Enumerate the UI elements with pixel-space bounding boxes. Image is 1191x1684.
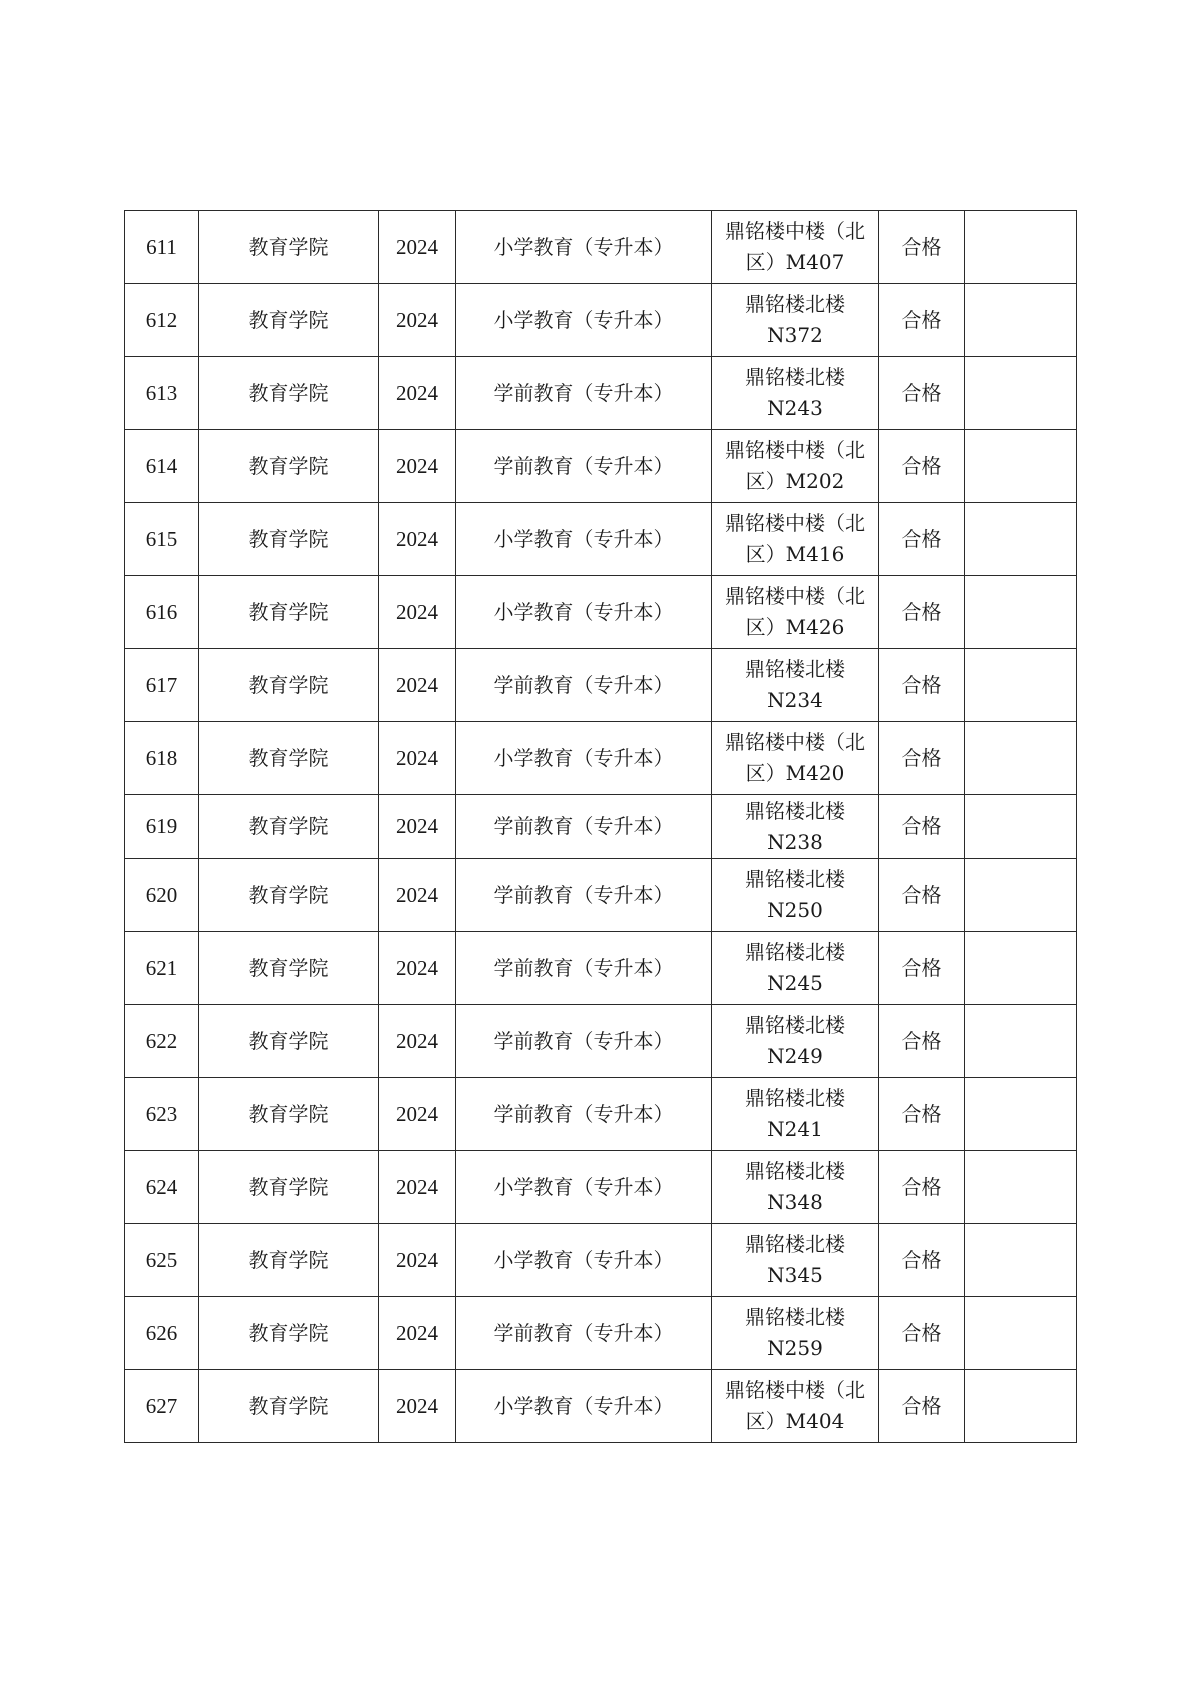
location-cell: 鼎铭楼北楼N250 bbox=[712, 859, 879, 932]
remark-cell bbox=[965, 1297, 1077, 1370]
major-cell: 学前教育（专升本） bbox=[456, 1005, 712, 1078]
major-cell: 学前教育（专升本） bbox=[456, 357, 712, 430]
row-number: 616 bbox=[125, 576, 199, 649]
result-cell: 合格 bbox=[879, 1078, 965, 1151]
result-cell: 合格 bbox=[879, 649, 965, 722]
year-cell: 2024 bbox=[379, 1224, 456, 1297]
college-cell: 教育学院 bbox=[199, 576, 379, 649]
row-number: 617 bbox=[125, 649, 199, 722]
location-cell: 鼎铭楼北楼N345 bbox=[712, 1224, 879, 1297]
remark-cell bbox=[965, 722, 1077, 795]
major-cell: 小学教育（专升本） bbox=[456, 284, 712, 357]
result-cell: 合格 bbox=[879, 284, 965, 357]
year-cell: 2024 bbox=[379, 1078, 456, 1151]
remark-cell bbox=[965, 211, 1077, 284]
remark-cell bbox=[965, 859, 1077, 932]
major-cell: 学前教育（专升本） bbox=[456, 1297, 712, 1370]
major-cell: 学前教育（专升本） bbox=[456, 649, 712, 722]
table-row bbox=[125, 357, 1077, 430]
major-cell: 学前教育（专升本） bbox=[456, 859, 712, 932]
college-cell: 教育学院 bbox=[199, 284, 379, 357]
row-number: 624 bbox=[125, 1151, 199, 1224]
year-cell: 2024 bbox=[379, 284, 456, 357]
result-cell: 合格 bbox=[879, 430, 965, 503]
location-cell: 鼎铭楼中楼（北区）M416 bbox=[712, 503, 879, 576]
row-number: 623 bbox=[125, 1078, 199, 1151]
row-number: 627 bbox=[125, 1370, 199, 1443]
year-cell: 2024 bbox=[379, 859, 456, 932]
college-cell: 教育学院 bbox=[199, 795, 379, 859]
row-number: 626 bbox=[125, 1297, 199, 1370]
results-table bbox=[124, 210, 1077, 1443]
result-cell: 合格 bbox=[879, 859, 965, 932]
college-cell: 教育学院 bbox=[199, 430, 379, 503]
major-cell: 学前教育（专升本） bbox=[456, 430, 712, 503]
location-cell: 鼎铭楼北楼N234 bbox=[712, 649, 879, 722]
row-number: 615 bbox=[125, 503, 199, 576]
result-cell: 合格 bbox=[879, 357, 965, 430]
location-cell: 鼎铭楼中楼（北区）M420 bbox=[712, 722, 879, 795]
location-cell: 鼎铭楼北楼N259 bbox=[712, 1297, 879, 1370]
college-cell: 教育学院 bbox=[199, 1297, 379, 1370]
major-cell: 学前教育（专升本） bbox=[456, 1078, 712, 1151]
table-row bbox=[125, 1224, 1077, 1297]
table-row bbox=[125, 932, 1077, 1005]
remark-cell bbox=[965, 1151, 1077, 1224]
remark-cell bbox=[965, 1224, 1077, 1297]
year-cell: 2024 bbox=[379, 357, 456, 430]
major-cell: 小学教育（专升本） bbox=[456, 1151, 712, 1224]
remark-cell bbox=[965, 932, 1077, 1005]
row-number: 622 bbox=[125, 1005, 199, 1078]
table-row bbox=[125, 1078, 1077, 1151]
college-cell: 教育学院 bbox=[199, 503, 379, 576]
year-cell: 2024 bbox=[379, 1370, 456, 1443]
remark-cell bbox=[965, 503, 1077, 576]
row-number: 625 bbox=[125, 1224, 199, 1297]
table-row bbox=[125, 576, 1077, 649]
college-cell: 教育学院 bbox=[199, 722, 379, 795]
table-row bbox=[125, 1370, 1077, 1443]
major-cell: 小学教育（专升本） bbox=[456, 1370, 712, 1443]
table-body bbox=[125, 211, 1077, 1443]
location-cell: 鼎铭楼中楼（北区）M407 bbox=[712, 211, 879, 284]
college-cell: 教育学院 bbox=[199, 211, 379, 284]
college-cell: 教育学院 bbox=[199, 1151, 379, 1224]
table-row bbox=[125, 211, 1077, 284]
remark-cell bbox=[965, 1078, 1077, 1151]
year-cell: 2024 bbox=[379, 1297, 456, 1370]
result-cell: 合格 bbox=[879, 1151, 965, 1224]
remark-cell bbox=[965, 1370, 1077, 1443]
result-cell: 合格 bbox=[879, 211, 965, 284]
college-cell: 教育学院 bbox=[199, 649, 379, 722]
result-cell: 合格 bbox=[879, 1370, 965, 1443]
location-cell: 鼎铭楼北楼N243 bbox=[712, 357, 879, 430]
college-cell: 教育学院 bbox=[199, 859, 379, 932]
table-row bbox=[125, 503, 1077, 576]
table-row bbox=[125, 722, 1077, 795]
major-cell: 学前教育（专升本） bbox=[456, 795, 712, 859]
table-row bbox=[125, 795, 1077, 859]
location-cell: 鼎铭楼北楼N372 bbox=[712, 284, 879, 357]
row-number: 612 bbox=[125, 284, 199, 357]
location-cell: 鼎铭楼北楼N348 bbox=[712, 1151, 879, 1224]
results-table-container bbox=[124, 210, 1077, 1443]
remark-cell bbox=[965, 795, 1077, 859]
college-cell: 教育学院 bbox=[199, 1005, 379, 1078]
major-cell: 小学教育（专升本） bbox=[456, 576, 712, 649]
college-cell: 教育学院 bbox=[199, 1078, 379, 1151]
result-cell: 合格 bbox=[879, 576, 965, 649]
location-cell: 鼎铭楼中楼（北区）M202 bbox=[712, 430, 879, 503]
result-cell: 合格 bbox=[879, 722, 965, 795]
major-cell: 小学教育（专升本） bbox=[456, 1224, 712, 1297]
table-row bbox=[125, 284, 1077, 357]
table-row bbox=[125, 649, 1077, 722]
year-cell: 2024 bbox=[379, 211, 456, 284]
location-cell: 鼎铭楼中楼（北区）M426 bbox=[712, 576, 879, 649]
row-number: 620 bbox=[125, 859, 199, 932]
remark-cell bbox=[965, 1005, 1077, 1078]
remark-cell bbox=[965, 284, 1077, 357]
year-cell: 2024 bbox=[379, 795, 456, 859]
table-row bbox=[125, 859, 1077, 932]
result-cell: 合格 bbox=[879, 1297, 965, 1370]
result-cell: 合格 bbox=[879, 503, 965, 576]
row-number: 621 bbox=[125, 932, 199, 1005]
row-number: 618 bbox=[125, 722, 199, 795]
table-row bbox=[125, 1151, 1077, 1224]
year-cell: 2024 bbox=[379, 576, 456, 649]
remark-cell bbox=[965, 576, 1077, 649]
table-row bbox=[125, 1297, 1077, 1370]
college-cell: 教育学院 bbox=[199, 1224, 379, 1297]
location-cell: 鼎铭楼北楼N249 bbox=[712, 1005, 879, 1078]
year-cell: 2024 bbox=[379, 1151, 456, 1224]
year-cell: 2024 bbox=[379, 430, 456, 503]
result-cell: 合格 bbox=[879, 1005, 965, 1078]
year-cell: 2024 bbox=[379, 649, 456, 722]
row-number: 614 bbox=[125, 430, 199, 503]
year-cell: 2024 bbox=[379, 503, 456, 576]
row-number: 611 bbox=[125, 211, 199, 284]
year-cell: 2024 bbox=[379, 932, 456, 1005]
major-cell: 小学教育（专升本） bbox=[456, 503, 712, 576]
major-cell: 小学教育（专升本） bbox=[456, 211, 712, 284]
college-cell: 教育学院 bbox=[199, 1370, 379, 1443]
major-cell: 学前教育（专升本） bbox=[456, 932, 712, 1005]
year-cell: 2024 bbox=[379, 722, 456, 795]
remark-cell bbox=[965, 357, 1077, 430]
table-row bbox=[125, 430, 1077, 503]
location-cell: 鼎铭楼北楼N245 bbox=[712, 932, 879, 1005]
table-row bbox=[125, 1005, 1077, 1078]
major-cell: 小学教育（专升本） bbox=[456, 722, 712, 795]
remark-cell bbox=[965, 649, 1077, 722]
year-cell: 2024 bbox=[379, 1005, 456, 1078]
result-cell: 合格 bbox=[879, 932, 965, 1005]
location-cell: 鼎铭楼北楼N238 bbox=[712, 795, 879, 859]
result-cell: 合格 bbox=[879, 795, 965, 859]
row-number: 613 bbox=[125, 357, 199, 430]
result-cell: 合格 bbox=[879, 1224, 965, 1297]
remark-cell bbox=[965, 430, 1077, 503]
location-cell: 鼎铭楼中楼（北区）M404 bbox=[712, 1370, 879, 1443]
college-cell: 教育学院 bbox=[199, 932, 379, 1005]
college-cell: 教育学院 bbox=[199, 357, 379, 430]
location-cell: 鼎铭楼北楼N241 bbox=[712, 1078, 879, 1151]
row-number: 619 bbox=[125, 795, 199, 859]
